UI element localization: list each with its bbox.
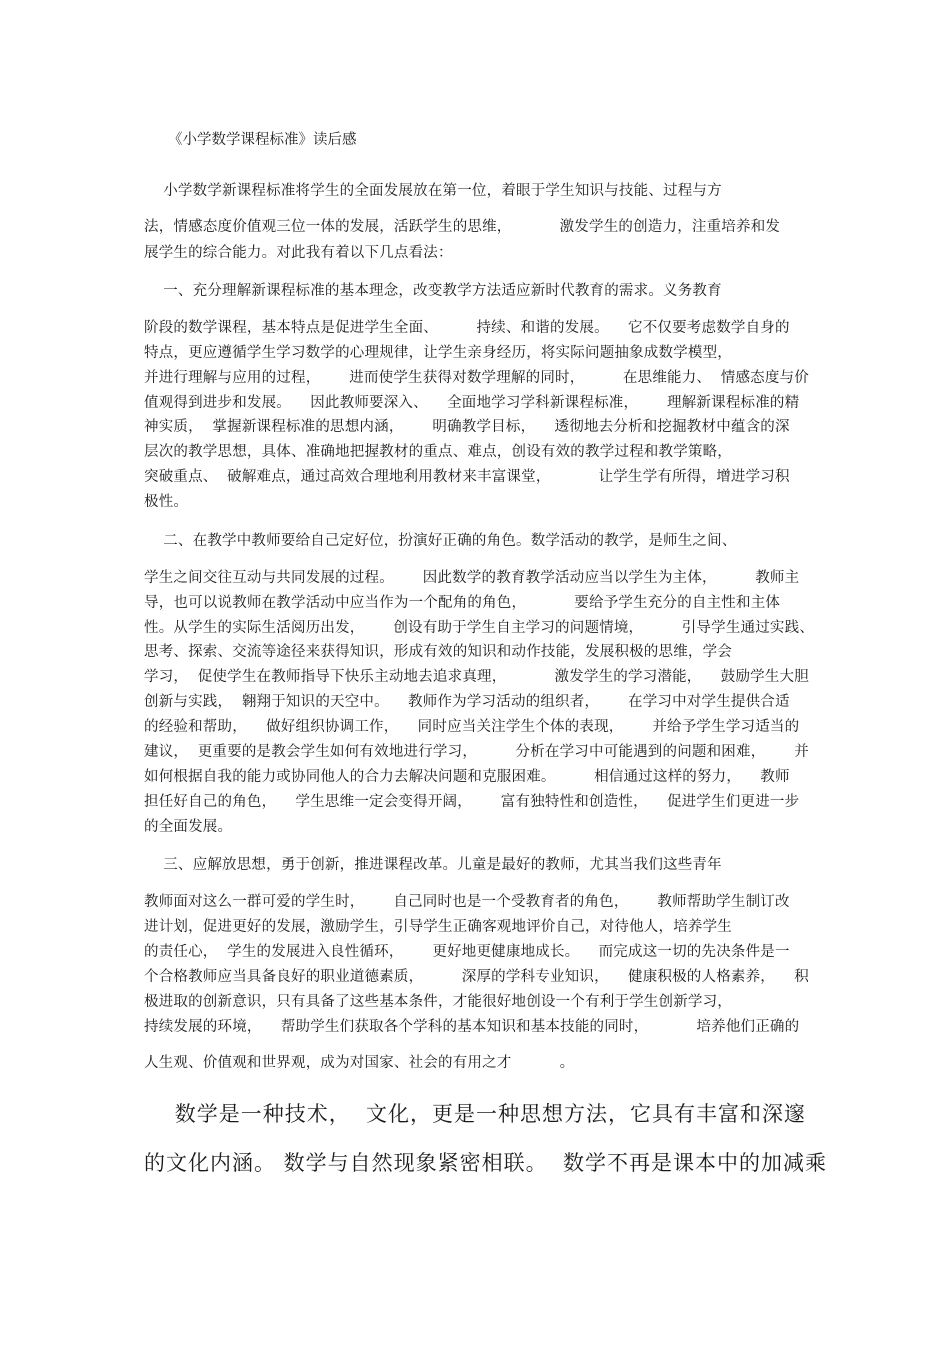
paragraph-line: 层次的教学思想，具体、准确地把握教材的重点、难点，创设有效的教学过程和教学策略， (144, 444, 732, 460)
paragraph-line: 思考、探索、交流等途径来获得知识，形成有效的知识和动作技能，发展积极的思维，学会 (144, 644, 732, 660)
paragraph-line: 极性。 (144, 494, 189, 510)
paragraph-line: 持续发展的环境， 帮助学生们获取各个学科的基本知识和基本技能的同时， 培养他们正确的 (144, 1019, 800, 1035)
document-title: 《小学数学课程标准》读后感 (168, 132, 357, 148)
paragraph-line: 并进行理解与应用的过程， 进而使学生获得对数学理解的同时， 在思维能力、 情感态度与价 (144, 370, 809, 386)
paragraph-line: 性。从学生的实际生活阅历出发， 创设有助于学生自主学习的问题情境， 引导学生通过实践、 (144, 620, 815, 636)
paragraph-line: 极进取的创新意识，只有具备了这些基本条件，才能很好地创设一个有利于学生创新学习， (144, 994, 732, 1010)
paragraph-line: 个合格教师应当具备良好的职业道德素质， 深厚的学科专业知识， 健康积极的人格素养， 积 (144, 969, 809, 985)
paragraph-line: 导，也可以说教师在教学活动中应当作为一个配角的角色， 要给予学生充分的自主性和主体 (144, 595, 781, 611)
paragraph-line: 建议， 更重要的是教会学生如何有效地进行学习， 分析在学习中可能遇到的问题和困难， 并 (144, 744, 809, 760)
paragraph-line: 特点，更应遵循学生学习数学的心理规律，让学生亲身经历，将实际问题抽象成数学模型， (144, 345, 732, 361)
paragraph-line: 的责任心， 学生的发展进入良性循环， 更好地更健康地成长。 而完成这一切的先决条件是一 (144, 944, 790, 960)
paragraph-line: 学生之间交往互动与共同发展的过程。 因此数学的教育教学活动应当以学生为主体， 教师主 (144, 570, 800, 586)
paragraph-line: 教师面对这么一群可爱的学生时， 自己同时也是一个受教育者的角色， 教师帮助学生制订改 (144, 894, 790, 910)
paragraph-line: 进计划，促进更好的发展，激励学生，引导学生正确客观地评价自己，对待他人，培养学生 (144, 919, 732, 935)
large-text-line: 数学是一种技术， 文化，更是一种思想方法，它具有丰富和深邃 (144, 1102, 807, 1126)
paragraph-line: 二、在教学中教师要给自己定好位，扮演好正确的角色。数学活动的教学，是师生之间、 (144, 533, 737, 549)
paragraph-line: 阶段的数学课程，基本特点是促进学生全面、 持续、和谐的发展。 它不仅要考虑数学自身的 (144, 320, 790, 336)
large-text-line: 的文化内涵。 数学与自然现象紧密相联。 数学不再是课本中的加减乘 (144, 1151, 828, 1175)
paragraph-line: 的全面发展。 (144, 819, 233, 835)
paragraph-line: 神实质， 掌握新课程标准的思想内涵， 明确教学目标， 透彻地去分析和挖掘教材中蕴含的深 (144, 419, 790, 435)
paragraph-line: 如何根据自我的能力或协同他人的合力去解决问题和克服困难。 相信通过这样的努力， 教师 (144, 769, 790, 785)
paragraph-line: 突破重点、 破解难点，通过高效合理地利用教材来丰富课堂， 让学生学有所得，增进学习积 (144, 469, 790, 485)
paragraph-line: 的经验和帮助， 做好组织协调工作， 同时应当关注学生个体的表现， 并给予学生学习适当的 (144, 719, 800, 735)
paragraph-line: 创新与实践， 翱翔于知识的天空中。 教师作为学习活动的组织者， 在学习中对学生提供合适 (144, 694, 790, 710)
paragraph-line: 一、充分理解新课程标准的基本理念，改变教学方法适应新时代教育的需求。义务教育 (144, 283, 722, 299)
paragraph-line: 担任好自己的角色， 学生思维一定会变得开阔， 富有独特性和创造性， 促进学生们更进一步 (144, 794, 800, 810)
paragraph-line: 值观得到进步和发展。 因此教师要深入、 全面地学习学科新课程标准， 理解新课程标准的精 (144, 395, 800, 411)
paragraph-line: 展学生的综合能力。对此我有着以下几点看法： (144, 245, 453, 261)
paragraph-line: 法，情感态度价值观三位一体的发展，活跃学生的思维， 激发学生的创造力，注重培养和发 (144, 219, 781, 235)
paragraph-line: 学习， 促使学生在教师指导下快乐主动地去追求真理， 激发学生的学习潜能， 鼓励学生大胆 (144, 669, 809, 685)
paragraph-line: 小学数学新课程标准将学生的全面发展放在第一位，着眼于学生知识与技能、过程与方 (144, 183, 722, 199)
paragraph-line: 三、应解放思想，勇于创新，推进课程改革。儿童是最好的教师，尤其当我们这些青年 (144, 857, 722, 873)
paragraph-line: 人生观、价值观和世界观，成为对国家、社会的有用之才 。 (144, 1055, 575, 1071)
